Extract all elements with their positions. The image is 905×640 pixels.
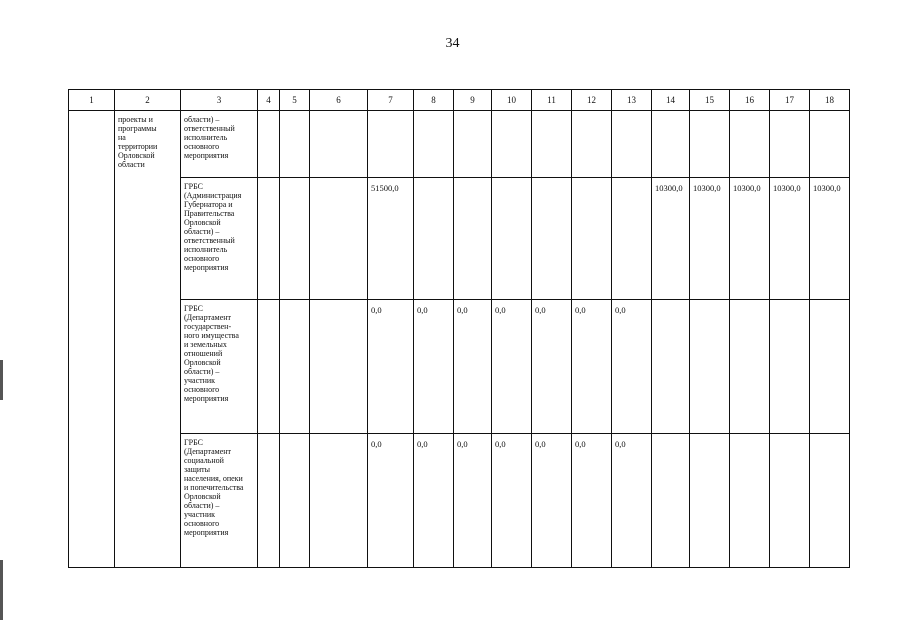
- table-cell: [454, 178, 492, 300]
- table-cell: [454, 300, 492, 434]
- cell-text: области) – ответственный исполнитель основного мероприятия: [184, 115, 235, 160]
- table-cell: [280, 178, 310, 300]
- table-cell: [414, 434, 454, 568]
- cell-value: [310, 178, 367, 184]
- column-number: 2: [115, 90, 181, 111]
- cell-value: [810, 111, 849, 117]
- table-cell: [280, 111, 310, 178]
- table-cell: [810, 178, 850, 300]
- table-cell: [258, 111, 280, 178]
- cell-value: [368, 111, 413, 117]
- table-cell: [810, 300, 850, 434]
- table-cell: [652, 111, 690, 178]
- cell-value: 0,0: [615, 439, 626, 449]
- table-cell: [181, 178, 258, 300]
- table-row: [69, 178, 850, 300]
- column-number: 11: [532, 90, 572, 111]
- table-row: [69, 111, 850, 178]
- cell-value: [730, 300, 769, 306]
- column-number: 3: [181, 90, 258, 111]
- cell-value: [810, 300, 849, 306]
- table-cell: [612, 434, 652, 568]
- table-cell: [770, 178, 810, 300]
- table-cell: [810, 434, 850, 568]
- column-number: 17: [770, 90, 810, 111]
- cell-value: [730, 111, 769, 117]
- cell-value: [652, 300, 689, 306]
- column-number-row: [69, 90, 850, 111]
- table-cell: [612, 300, 652, 434]
- cell-value: [690, 300, 729, 306]
- cell-value: [612, 111, 651, 117]
- table-cell: [181, 300, 258, 434]
- table-cell: [280, 300, 310, 434]
- column-number: 15: [690, 90, 730, 111]
- cell-value: 0,0: [615, 305, 626, 315]
- budget-table: [68, 89, 850, 568]
- table-cell: [492, 434, 532, 568]
- cell-value: [492, 111, 531, 117]
- cell-value: [454, 178, 491, 184]
- cell-value: [258, 300, 279, 306]
- cell-value: [572, 111, 611, 117]
- table-cell: [770, 111, 810, 178]
- table-cell: [572, 111, 612, 178]
- cell-value: [652, 434, 689, 440]
- cell-value: 10300,0: [655, 183, 683, 193]
- column-number: 10: [492, 90, 532, 111]
- table-cell: [414, 300, 454, 434]
- table-cell: [690, 434, 730, 568]
- cell-value: [770, 111, 809, 117]
- cell-value: [572, 178, 611, 184]
- cell-value: [258, 178, 279, 184]
- table-cell: [258, 300, 280, 434]
- page-number: 34: [445, 36, 460, 51]
- column-number: 6: [310, 90, 368, 111]
- table-cell: [414, 111, 454, 178]
- cell-value: [532, 111, 571, 117]
- table-cell: [612, 178, 652, 300]
- column-number: 9: [454, 90, 492, 111]
- table-cell: [492, 300, 532, 434]
- table-cell: [770, 434, 810, 568]
- cell-value: [414, 178, 453, 184]
- table-cell: [414, 178, 454, 300]
- cell-value: 0,0: [535, 305, 546, 315]
- column-number: 14: [652, 90, 690, 111]
- table-cell: [181, 111, 258, 178]
- table-cell: [310, 178, 368, 300]
- table-cell: [730, 434, 770, 568]
- table-cell: [258, 434, 280, 568]
- table-cell: [532, 111, 572, 178]
- scan-edge-mark: [0, 560, 3, 620]
- table-cell: [492, 178, 532, 300]
- cell-value: [690, 111, 729, 117]
- table-cell: [652, 178, 690, 300]
- table-cell: [770, 300, 810, 434]
- cell-value: 0,0: [495, 305, 506, 315]
- cell-value: 0,0: [371, 305, 382, 315]
- cell-value: [310, 300, 367, 306]
- cell-value: [258, 111, 279, 117]
- cell-value: 51500,0: [371, 183, 399, 193]
- table-cell: [730, 111, 770, 178]
- cell-value: [454, 111, 491, 117]
- cell-value: 10300,0: [813, 183, 841, 193]
- cell-value: 0,0: [417, 439, 428, 449]
- cell-value: 0,0: [575, 305, 586, 315]
- cell-value: 10300,0: [773, 183, 801, 193]
- table-cell: [368, 434, 414, 568]
- table-cell: [368, 300, 414, 434]
- table-cell: [532, 178, 572, 300]
- table-cell: [368, 178, 414, 300]
- cell-value: 0,0: [457, 439, 468, 449]
- table-cell: [652, 434, 690, 568]
- column-number: 4: [258, 90, 280, 111]
- cell-value: 0,0: [495, 439, 506, 449]
- cell-value: 0,0: [575, 439, 586, 449]
- cell-value: [532, 178, 571, 184]
- cell-value: 0,0: [371, 439, 382, 449]
- table-cell: [454, 434, 492, 568]
- cell-text: ГРБС (Администрация Губернатора и Правительства Орловской области) – ответственный исполнитель основного мероприятия: [184, 182, 242, 272]
- cell-value: [280, 300, 309, 306]
- table-cell: [612, 111, 652, 178]
- table-cell: [572, 178, 612, 300]
- cell-value: [414, 111, 453, 117]
- table-cell: [492, 111, 532, 178]
- cell-value: [492, 178, 531, 184]
- column-number: 1: [69, 90, 115, 111]
- table-cell: [454, 111, 492, 178]
- cell-value: [310, 434, 367, 440]
- cell-value: 10300,0: [733, 183, 761, 193]
- cell-value: [280, 111, 309, 117]
- table-cell: [181, 434, 258, 568]
- cell-text: ГРБС (Департамент государствен- ного имущества и земельных отношений Орловской области) – участник основного мероприятия: [184, 304, 239, 403]
- table-row: [69, 434, 850, 568]
- table-cell: [280, 434, 310, 568]
- cell-value: [770, 300, 809, 306]
- column-number: 16: [730, 90, 770, 111]
- cell-value: [258, 434, 279, 440]
- table-cell: [115, 111, 181, 568]
- column-number: 5: [280, 90, 310, 111]
- cell-value: [730, 434, 769, 440]
- table-cell: [730, 300, 770, 434]
- cell-value: [280, 434, 309, 440]
- cell-value: [280, 178, 309, 184]
- cell-value: 10300,0: [693, 183, 721, 193]
- table-cell: [532, 300, 572, 434]
- table-cell: [572, 434, 612, 568]
- cell-value: 0,0: [457, 305, 468, 315]
- cell-value: [310, 111, 367, 117]
- table-row: [69, 300, 850, 434]
- column-number: 13: [612, 90, 652, 111]
- cell-text: проекты и программы на территории Орловской области: [118, 115, 158, 169]
- cell-value: [770, 434, 809, 440]
- cell-value: [652, 111, 689, 117]
- table-cell: [810, 111, 850, 178]
- table-cell: [652, 300, 690, 434]
- table-cell: [368, 111, 414, 178]
- column-number: 12: [572, 90, 612, 111]
- table-cell: [532, 434, 572, 568]
- cell-value: [612, 178, 651, 184]
- column-number: 18: [810, 90, 850, 111]
- table-cell: [310, 434, 368, 568]
- column-number: 7: [368, 90, 414, 111]
- table-cell: [690, 178, 730, 300]
- cell-value: [690, 434, 729, 440]
- table-cell: [690, 300, 730, 434]
- table-cell: [310, 111, 368, 178]
- table-cell: [310, 300, 368, 434]
- table-cell: [572, 300, 612, 434]
- table-cell: [258, 178, 280, 300]
- table-cell: [730, 178, 770, 300]
- cell-value: [810, 434, 849, 440]
- scan-edge-mark: [0, 360, 3, 400]
- cell-text: ГРБС (Департамент социальной защиты населения, опеки и попечительства Орловской области) – участник основного мероприятия: [184, 438, 244, 537]
- cell-value: 0,0: [417, 305, 428, 315]
- table-cell: [69, 111, 115, 568]
- cell-value: 0,0: [535, 439, 546, 449]
- column-number: 8: [414, 90, 454, 111]
- table-cell: [690, 111, 730, 178]
